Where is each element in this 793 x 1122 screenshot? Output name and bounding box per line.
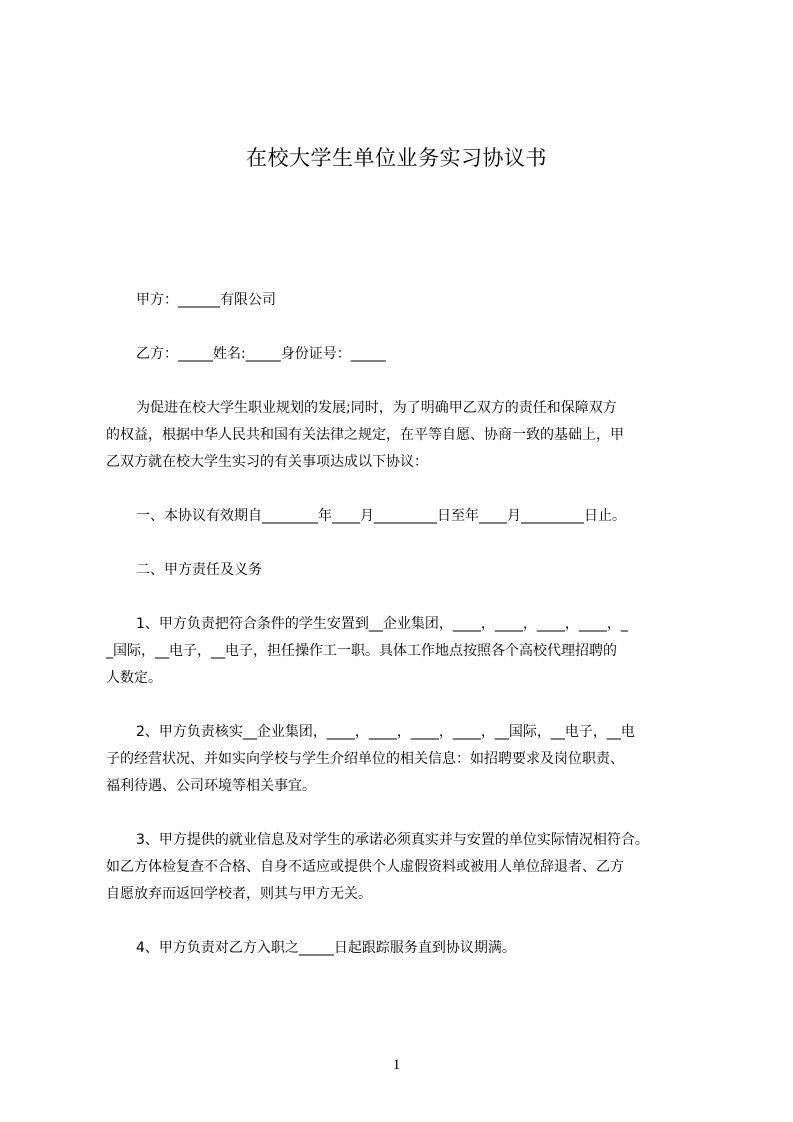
clause-1-line-3: 人数定。	[106, 670, 162, 686]
party-a-line: 甲方：______有限公司	[136, 292, 276, 308]
page-number: 1	[392, 1057, 401, 1073]
clause-2-line-2: 子的经营状况、并如实向学校与学生介绍单位的相关信息：如招聘要求及岗位职责、	[106, 751, 624, 767]
clause-2-line-3: 福利待遇、公司环境等相关事宜。	[106, 778, 316, 794]
clause-4-line: 4、甲方负责对乙方入职之_____日起跟踪服务直到协议期满。	[136, 940, 516, 956]
clause-3-line-2: 如乙方体检复查不合格、自身不适应或提供个人虚假资料或被用人单位辞退者、乙方	[106, 859, 624, 875]
party-b-line: 乙方：_____姓名:_____身份证号：_____	[136, 346, 386, 362]
clause-1-line-2: _国际，__电子，__电子，担任操作工一职。具体工作地点按照各个高校代理招聘的	[106, 643, 617, 659]
document-title: 在校大学生单位业务实习协议书	[246, 146, 547, 170]
section-2-heading: 二、甲方责任及义务	[136, 562, 262, 578]
clause-3-line-3: 自愿放弃而返回学校者，则其与甲方无关。	[106, 886, 372, 902]
clause-3-line-1: 3、甲方提供的就业信息及对学生的承诺必须真实并与安置的单位实际情况相符合。	[136, 832, 649, 848]
section-1-validity: 一、本协议有效期自________年____月_________日至年____月_________日止。	[136, 508, 626, 524]
intro-line-2: 的权益，根据中华人民共和国有关法律之规定，在平等自愿、协商一致的基础上，甲	[106, 427, 624, 443]
intro-line-1: 为促进在校大学生职业规划的发展;同时，为了明确甲乙双方的责任和保障双方	[136, 400, 617, 416]
intro-line-3: 乙双方就在校大学生实习的有关事项达成以下协议：	[106, 454, 428, 470]
clause-1-line-1: 1、甲方负责把符合条件的学生安置到__企业集团，____，____，____，____，_	[136, 616, 628, 632]
clause-2-line-1: 2、甲方负责核实__企业集团，____，____，____，____，__国际，__电子，__电	[136, 724, 635, 740]
